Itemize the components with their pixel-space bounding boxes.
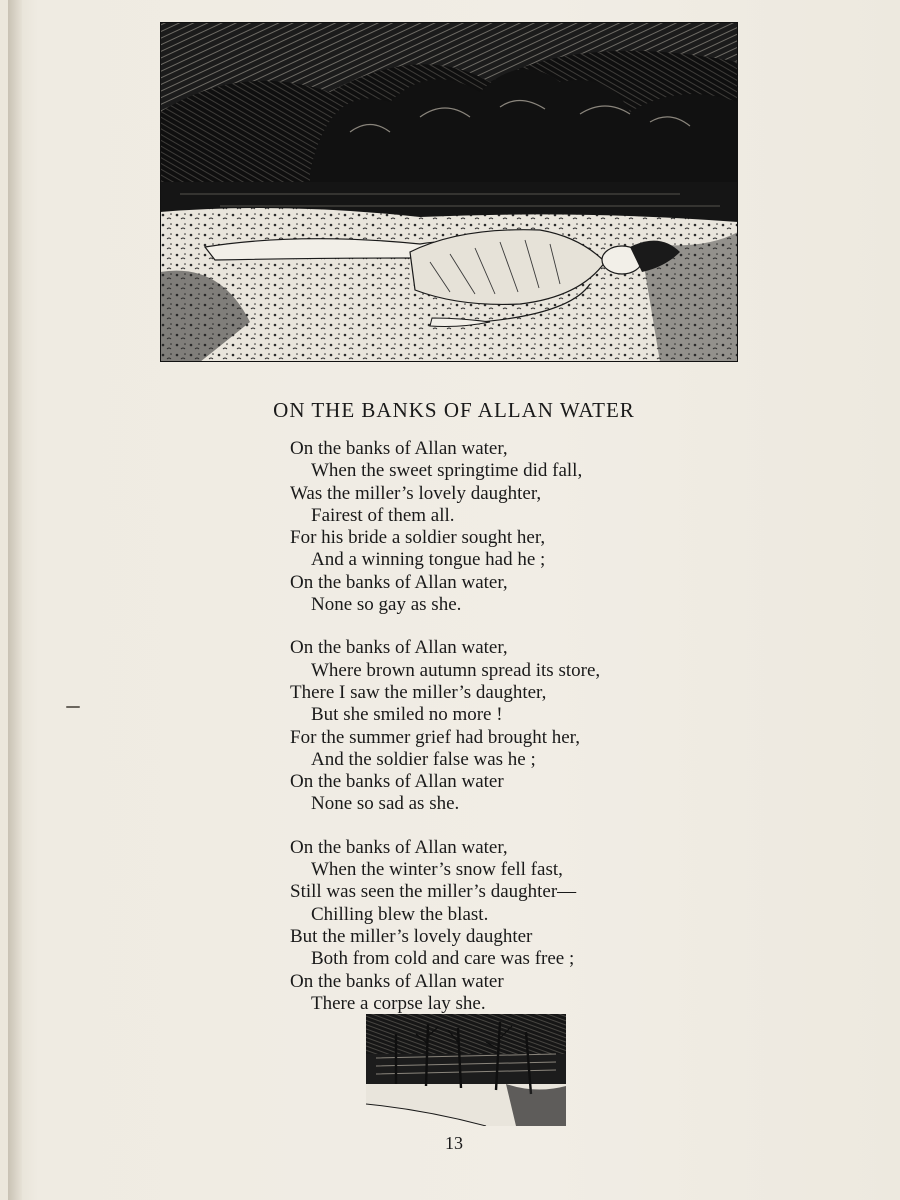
page-gutter [8,0,22,1200]
poem-line: Still was seen the miller’s daughter— [290,881,577,903]
stanza-2 [290,637,710,815]
poem-line: None so gay as she. [311,594,462,616]
book-page [8,0,900,1200]
poem-line: There I saw the miller’s daughter, [290,681,547,703]
poem-line: Both from cold and care was free ; [311,948,575,970]
poem-line: For the summer grief had brought her, [290,726,580,748]
poem-line: But she smiled no more ! [311,704,503,726]
poem-line: On the banks of Allan water, [290,438,508,459]
bottom-illustration [366,1014,566,1126]
poem-line: And the soldier false was he ; [311,748,536,770]
poem-line: On the banks of Allan water, [290,637,508,659]
poem-line: But the miller’s lovely daughter [290,925,533,947]
poem-line: Was the miller’s lovely daughter, [290,482,542,504]
poem-line: Where brown autumn spread its store, [311,659,601,681]
poem-line: For his bride a soldier sought her, [290,527,546,549]
poem-line: And a winning tongue had he ; [311,549,546,571]
poem-line: On the banks of Allan water [290,970,504,992]
poem-line: On the banks of Allan water [290,771,504,793]
poem-line: None so sad as she. [311,793,460,815]
poem-line: There a corpse lay she. [311,992,486,1014]
stanza-1 [290,438,710,616]
page-number: 13 [445,1133,463,1153]
poem-line: When the winter’s snow fell fast, [311,859,563,881]
stanza-3 [290,837,710,1015]
poem-line: Chilling blew the blast. [311,903,489,925]
top-illustration [160,22,738,362]
poem-line: When the sweet springtime did fall, [311,460,583,482]
poem-line: Fairest of them all. [311,504,455,526]
poem-line: On the banks of Allan water, [290,571,508,593]
pencil-mark [66,706,80,708]
poem-body [290,438,710,1036]
poem-title: ON THE BANKS OF ALLAN WATER [273,398,635,422]
poem-line: On the banks of Allan water, [290,836,508,858]
